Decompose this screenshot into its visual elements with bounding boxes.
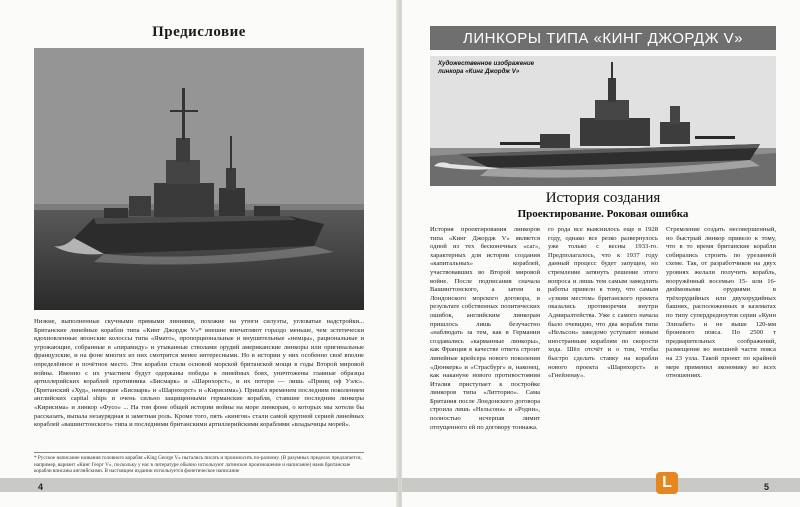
left-page-footer-band: [0, 478, 398, 492]
left-page-number: 4: [38, 482, 44, 492]
artwork-caption: Художественное изображение линкора «Кинг Джордж V»: [438, 60, 535, 75]
left-page-title: Предисловие: [152, 24, 246, 40]
right-column-1-text: История проектирования линкоров типа «Кинг Джордж V» является одной из тех бесконечных «саг», характерных для истории создания «капитальных» кораблей, участвовавших во Второй мировой войне. После подписания сначала Вашингтонского, а затем и Лондонского морского договора, в результате собственных политических ошибок, английским линкорам пришлось лишь безучастно «наблюдать за тем, как в Германии создавались «карманные линкоры», как Франция в качестве ответа строит линейные крейсера нового поколения «Дюнкерк» и «Страсбург» и, наконец, как накануне нового противостояния Италия приступает к постройке линкоров типа «Литторио». Сама Британия после Лондонского договора строила лишь «Нельсона» и «Родни», полностью исчерпав лимит отпущенного ей по договору тоннажа.: [430, 226, 540, 431]
right-page-footer-band: [402, 478, 800, 492]
right-column-3-text: Стремление создать несовершенный, но быстрый линкор привело к тому, что в то время британские корабли собирались строить по урезанной схеме. Так, от разработчиков на двух уровнях желали получить корабль, вооружённый восемью 15- или 16-дюймовыми орудиями в трёхорудийных или двухорудийных башнях, расположенных в казематах по типу супердредноутов серии «Куин Элизабет» и не выше 120-мм броневого пояса. По 2500 т предварительных соображений, размещение во внешней части пояса на 23 узла. Такой проект по крайней мере применил экономику во всех отношениях.: [666, 226, 776, 380]
battleship-photo-icon: [34, 48, 364, 310]
battleship-artwork: [430, 56, 776, 186]
chapter-banner: ЛИНКОРЫ ТИПА «КИНГ ДЖОРДЖ V»: [430, 26, 776, 50]
battleship-photo: [34, 48, 364, 310]
left-page-footnote: * Русское написание названия головного корабля «King George V» пытались писать и произносить по-разному. (В разумных пределах предлагается, например, вариант «Кинг Георг V», поскольку у нас в литературе обычно используют латинское произношение и написание) нами британские корабли вписаны английскими. В настоящем издании используется фонетическое написание: [34, 452, 364, 474]
subsection-title: Проектирование. Роковая ошибка: [517, 208, 689, 220]
section-title: История создания: [545, 190, 661, 206]
right-page-number: 5: [764, 482, 770, 492]
reader-badge-icon[interactable]: L: [656, 472, 678, 494]
right-column-2-text: го рода все выяснилось еще в 1928 году, однако все резко развернулось уже только с весны 1933-го. Предполагалось, что к 1937 году данный процесс будет запущен, но стремление затянуть решение этого вопроса и лишь тем самым замедлить работы привело к тому, что самым «узким местом» британского проекта оказались противоречия внутри Адмиралтейства. Уже с самого начала было очевидно, что два корабля типа «Нельсон» заведомо уступают новым иностранным кораблям по скорости хода. Шёл отсчёт и о том, чтобы быстро сделать ставку на корабли нового проекта «Шарнхорст» и «Гнейзенау».: [548, 226, 658, 380]
left-page-body-text: Низкие, выполненные скучными прямыми линиями, похожие на утюги силуэты, угловатые надстройки... Британские линейные корабли типа «Кинг Джордж V»* внешне впечатляют гораздо меньше, чем эстетически вдохновленные японские колоссы типа «Ямато», пропорциональные и внушительные «немцы», рациональные и угрожающие, собранные в «пирамиду» и утыканные стволами орудий американские линкоры или оригинальные французские, и на фоне многих из них смотрятся менее интересными. Но в истории у них особенно своё вполне определённое и почётное место. Эти корабли стали основой морской британской мощи в годы Второй мировой войны. Именно с их участием будут одержаны победы в линейных боях, уничтожены главные образцы артиллерийских кораблей противника «Бисмарк» и «Шарнхорст», и их потери — лишь «Принц оф Уэлс». (Британский «Худ», немецкие «Бисмарк» и «Шарнхорст» и «Кирисима»). Пришёл временем последним поколением английских capital ships и очень сильно защищенными германские корабли, ставшие последним линкоры «Кирисима» и линкор «Фусо» ... На том фоне общей истории войны на море линкорам, о которых мы хотели бы рассказать, выпала незаурядная и заметная роль. Кроме того, пять «кингов» стали самой крупной серией линейных кораблей «вашингтонского» типа и последними британскими артиллерийскими кораблями «владычицы морей».: [34, 318, 364, 429]
battleship-artwork-icon: [430, 56, 776, 186]
